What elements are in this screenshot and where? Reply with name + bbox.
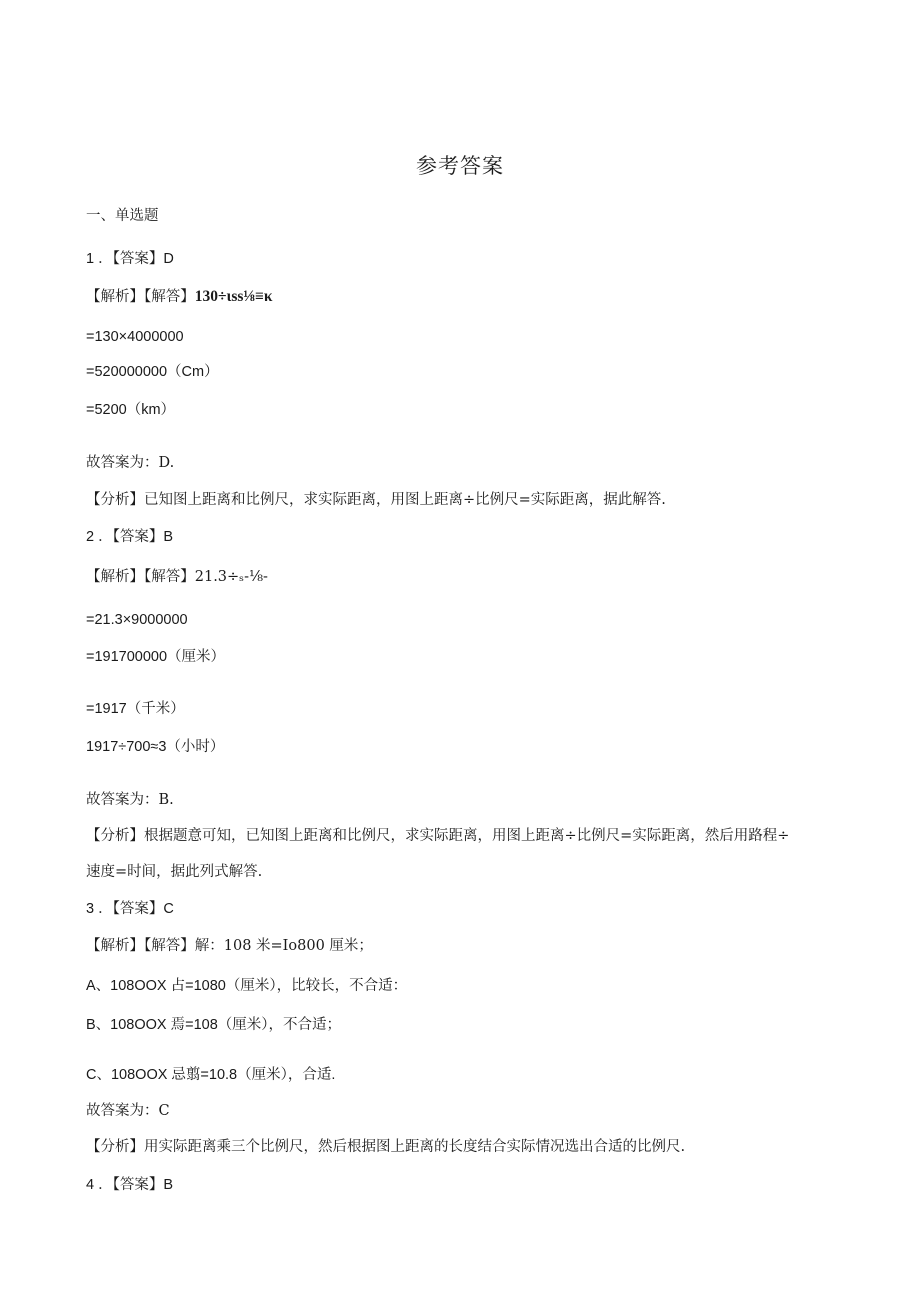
q2-conclusion: 故答案为：B. xyxy=(86,792,174,808)
q1-fenxi: 【分析】已知图上距离和比例尺，求实际距离，用图上距离÷比例尺=实际距离，据此解答. xyxy=(86,492,666,508)
q2-analysis xyxy=(86,567,268,587)
q2-step-3: =1917（千米） xyxy=(86,701,185,717)
page-title: 参考答案 xyxy=(416,154,504,178)
q1-answer: 1 ．【答案】D xyxy=(86,251,174,267)
q2-step-2: =191700000（厘米） xyxy=(86,649,226,665)
q2-step-4: 1917÷700≈3（小时） xyxy=(86,739,225,755)
q3-conclusion: 故答案为：C xyxy=(86,1103,170,1119)
q1-step-3: =5200（km） xyxy=(86,402,176,418)
q1-step-1: =130×4000000 xyxy=(86,329,184,345)
q2-fenxi-line-2: 速度=时间，据此列式解答. xyxy=(86,864,263,880)
q3-fenxi: 【分析】用实际距离乘三个比例尺，然后根据图上距离的长度结合实际情况选出合适的比例尺. xyxy=(86,1139,686,1155)
q1-analysis xyxy=(86,287,272,307)
q4-answer: 4 ．【答案】B xyxy=(86,1177,174,1193)
q2-analysis-prefix: 【解析】【解答】 xyxy=(86,569,195,585)
q1-analysis-prefix: 【解析】【解答】 xyxy=(86,289,195,305)
q3-analysis: 【解析】【解答】解：108 米=Io800 厘米； xyxy=(86,938,373,954)
q3-option-b: B、108OOX 焉=108（厘米），不合适； xyxy=(86,1017,342,1033)
q3-option-c: C、108OOX 忌翦=10.8（厘米），合适. xyxy=(86,1067,336,1083)
q1-conclusion: 故答案为：D. xyxy=(86,455,175,471)
q3-option-a: A、108OOX 占=1080（厘米），比较长，不合适： xyxy=(86,978,408,994)
q3-answer: 3 ．【答案】C xyxy=(86,901,174,917)
q2-answer: 2 ．【答案】B xyxy=(86,529,174,545)
q2-fenxi-line-1: 【分析】根据题意可知，已知图上距离和比例尺，求实际距离，用图上距离÷比例尺=实际距离，然后用路程÷ xyxy=(86,828,790,844)
section-heading: 一、单选题 xyxy=(86,208,159,224)
q1-analysis-expr: 130÷ιss⅛≡κ xyxy=(194,288,273,305)
q1-step-2: =520000000（Cm） xyxy=(86,364,219,380)
q2-analysis-expr: 21.3÷ₛ-⅛- xyxy=(194,569,268,585)
q2-step-1: =21.3×9000000 xyxy=(86,612,188,628)
